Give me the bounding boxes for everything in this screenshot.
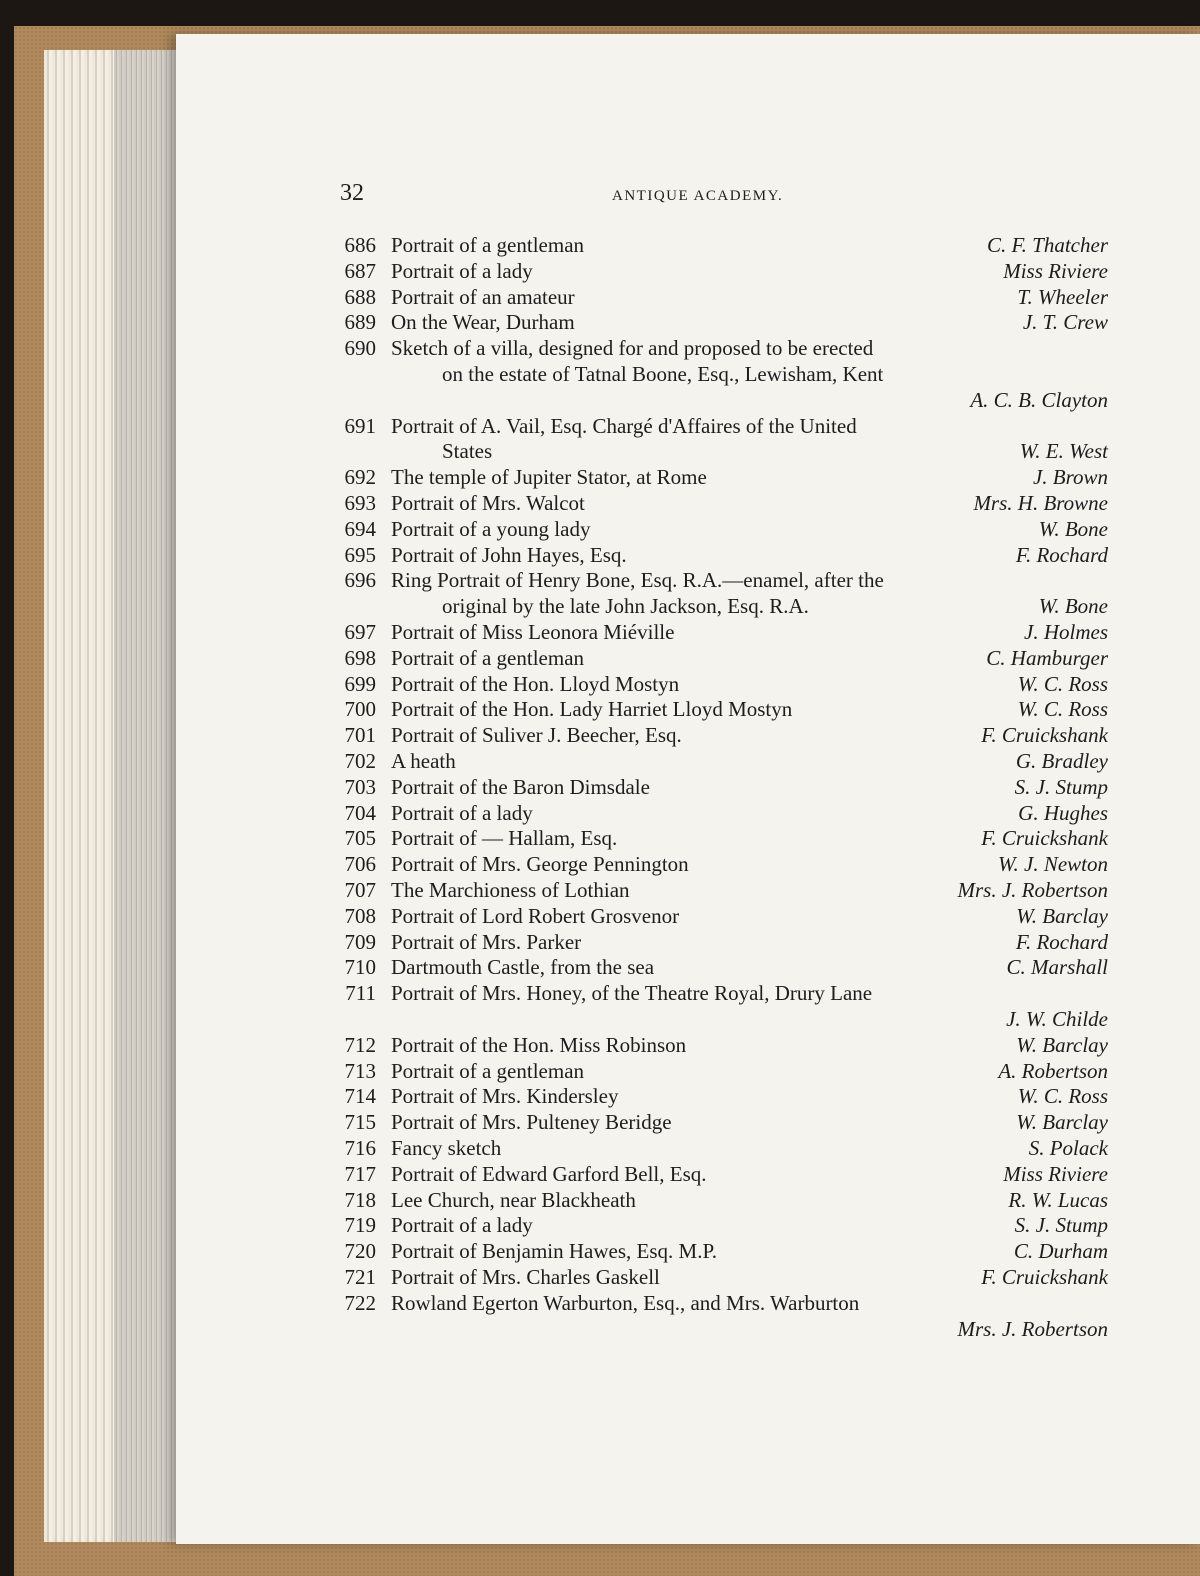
- entry-artist: F. Rochard: [1015, 929, 1108, 954]
- entry-artist: W. E. West: [1019, 439, 1108, 464]
- entry-artist: W. J. Newton: [997, 852, 1108, 877]
- entry-artist: C. Durham: [1013, 1239, 1108, 1264]
- entry-number: 714: [344, 1084, 376, 1109]
- entry-artist: W. Bone: [1038, 516, 1108, 541]
- entry-number: 705: [344, 826, 376, 851]
- entry-number: 716: [344, 1136, 376, 1160]
- entry-number: 690: [344, 336, 376, 361]
- entry-number: 686: [344, 233, 376, 257]
- entry-artist: R. W. Lucas: [1008, 1187, 1108, 1212]
- entry-title-continued: original by the late John Jackson, Esq. R.A.: [442, 594, 809, 619]
- entry-artist: Miss Riviere: [1003, 258, 1108, 283]
- entry-title: Portrait of Benjamin Hawes, Esq. M.P.: [391, 1239, 718, 1264]
- entry-title: Portrait of the Hon. Lady Harriet Lloyd Mostyn: [391, 697, 793, 722]
- entry-title: A heath: [391, 749, 456, 773]
- entry-number: 693: [344, 491, 376, 515]
- entry-artist: J. W. Childe: [1006, 1007, 1108, 1031]
- entry-number: 687: [344, 258, 376, 283]
- entry-title: Dartmouth Castle, from the sea: [391, 955, 655, 980]
- entry-title: Portrait of a young lady: [391, 516, 591, 541]
- entry-artist: T. Wheeler: [1017, 284, 1108, 309]
- entry-artist: C. Hamburger: [986, 645, 1108, 670]
- entry-artist: F. Cruickshank: [981, 826, 1108, 851]
- entry-title: Rowland Egerton Warburton, Esq., and Mrs. Warburton: [391, 1290, 860, 1315]
- entry-artist: S. Polack: [1028, 1136, 1108, 1160]
- page-number: 32: [340, 180, 364, 206]
- entry-number: 698: [344, 645, 376, 670]
- entry-artist: G. Bradley: [1015, 749, 1108, 773]
- running-head: ANTIQUE ACADEMY.: [612, 188, 784, 204]
- entry-title: Portrait of Mrs. Kindersley: [391, 1084, 619, 1109]
- entry-title: Portrait of John Hayes, Esq.: [391, 542, 627, 567]
- entry-number: 704: [344, 800, 376, 825]
- entry-title: Portrait of Mrs. Walcot: [391, 491, 585, 515]
- entry-number: 696: [344, 568, 376, 593]
- entry-number: 691: [344, 413, 376, 438]
- entry-title: Portrait of Suliver J. Beecher, Esq.: [391, 723, 682, 748]
- entry-title: Portrait of Edward Garford Bell, Esq.: [391, 1161, 707, 1186]
- entry-number: 689: [344, 310, 376, 335]
- entry-title: Portrait of Miss Leonora Miéville: [391, 620, 675, 644]
- entry-artist: W. C. Ross: [1017, 1084, 1108, 1109]
- entry-title: Portrait of Mrs. Charles Gaskell: [391, 1265, 660, 1289]
- entry-artist: F. Rochard: [1015, 542, 1108, 567]
- entry-number: 694: [344, 516, 376, 541]
- entry-title: Portrait of Lord Robert Grosvenor: [391, 903, 680, 928]
- entry-artist: W. Barclay: [1016, 1032, 1108, 1057]
- entry-artist: G. Hughes: [1018, 800, 1108, 825]
- entry-title: Portrait of the Hon. Miss Robinson: [391, 1032, 687, 1057]
- entry-title-continued: on the estate of Tatnal Boone, Esq., Lewisham, Kent: [442, 362, 884, 386]
- entry-artist: W. C. Ross: [1017, 671, 1108, 696]
- entry-title: Portrait of a lady: [391, 1213, 533, 1238]
- entry-artist: W. Barclay: [1016, 903, 1108, 928]
- entry-number: 688: [344, 284, 376, 309]
- entry-artist: W. Barclay: [1016, 1110, 1108, 1135]
- entry-artist: Mrs. H. Browne: [973, 491, 1108, 515]
- entry-title: Portrait of A. Vail, Esq. Chargé d'Affaires of the United: [391, 413, 857, 438]
- entry-title: Portrait of the Hon. Lloyd Mostyn: [391, 671, 680, 696]
- entry-artist: J. Holmes: [1024, 620, 1108, 644]
- entry-artist: Miss Riviere: [1003, 1161, 1108, 1186]
- entry-artist: W. C. Ross: [1017, 697, 1108, 722]
- entry-number: 718: [344, 1187, 376, 1212]
- entry-title: Portrait of a lady: [391, 800, 533, 825]
- entry-number: 707: [344, 878, 376, 902]
- entry-title: Portrait of Mrs. Parker: [391, 929, 582, 954]
- entry-number: 720: [344, 1239, 376, 1264]
- entry-number: 710: [344, 955, 376, 980]
- entry-title: The Marchioness of Lothian: [391, 878, 630, 902]
- entry-title: Ring Portrait of Henry Bone, Esq. R.A.—enamel, after the: [391, 568, 884, 593]
- entry-number: 709: [344, 929, 376, 954]
- entry-number: 712: [344, 1032, 376, 1057]
- entry-title: Lee Church, near Blackheath: [391, 1187, 636, 1212]
- entry-number: 695: [344, 542, 376, 567]
- entry-title: Portrait of the Baron Dimsdale: [391, 774, 650, 799]
- entry-number: 708: [344, 903, 376, 928]
- entry-artist: A. Robertson: [998, 1058, 1108, 1083]
- entry-number: 692: [344, 465, 376, 490]
- entry-title: Portrait of — Hallam, Esq.: [391, 826, 618, 851]
- entry-title: Fancy sketch: [391, 1136, 502, 1160]
- entry-title: Portrait of an amateur: [391, 284, 575, 309]
- entry-title: Portrait of Mrs. Honey, of the Theatre Royal, Drury Lane: [391, 981, 873, 1006]
- entry-artist: Mrs. J. Robertson: [957, 1316, 1108, 1341]
- entry-artist: W. Bone: [1038, 594, 1108, 619]
- entry-artist: J. T. Crew: [1022, 310, 1108, 335]
- entry-number: 719: [344, 1213, 376, 1238]
- entry-number: 715: [344, 1110, 376, 1135]
- entry-number: 721: [344, 1265, 376, 1289]
- entry-title: Sketch of a villa, designed for and proposed to be erected: [391, 336, 874, 361]
- entry-title: The temple of Jupiter Stator, at Rome: [391, 465, 707, 490]
- entry-title: Portrait of Mrs. George Pennington: [391, 852, 689, 877]
- entry-title: Portrait of a lady: [391, 258, 533, 283]
- entry-artist: A. C. B. Clayton: [970, 387, 1108, 412]
- entry-number: 722: [344, 1290, 376, 1315]
- entry-number: 706: [344, 852, 376, 877]
- entry-title-continued: States: [442, 439, 493, 464]
- entry-number: 713: [344, 1058, 376, 1083]
- entry-artist: Mrs. J. Robertson: [957, 878, 1108, 902]
- entry-artist: J. Brown: [1032, 465, 1108, 490]
- entry-artist: S. J. Stump: [1014, 774, 1108, 799]
- entry-number: 703: [344, 774, 376, 799]
- entry-title: Portrait of a gentleman: [391, 233, 585, 257]
- entry-title: Portrait of a gentleman: [391, 1058, 585, 1083]
- entry-artist: F. Cruickshank: [981, 723, 1108, 748]
- entry-artist: S. J. Stump: [1014, 1213, 1108, 1238]
- entry-artist: C. Marshall: [1006, 955, 1108, 980]
- entry-number: 711: [345, 981, 376, 1006]
- entry-number: 701: [344, 723, 376, 748]
- entry-artist: F. Cruickshank: [981, 1265, 1108, 1289]
- entry-title: Portrait of a gentleman: [391, 645, 585, 670]
- entry-artist: C. F. Thatcher: [987, 233, 1108, 257]
- entry-number: 702: [344, 749, 376, 773]
- entry-title: On the Wear, Durham: [391, 310, 575, 335]
- entry-number: 700: [344, 697, 376, 722]
- entry-title: Portrait of Mrs. Pulteney Beridge: [391, 1110, 672, 1135]
- entry-number: 717: [344, 1161, 376, 1186]
- entry-number: 697: [344, 620, 376, 644]
- entry-number: 699: [344, 671, 376, 696]
